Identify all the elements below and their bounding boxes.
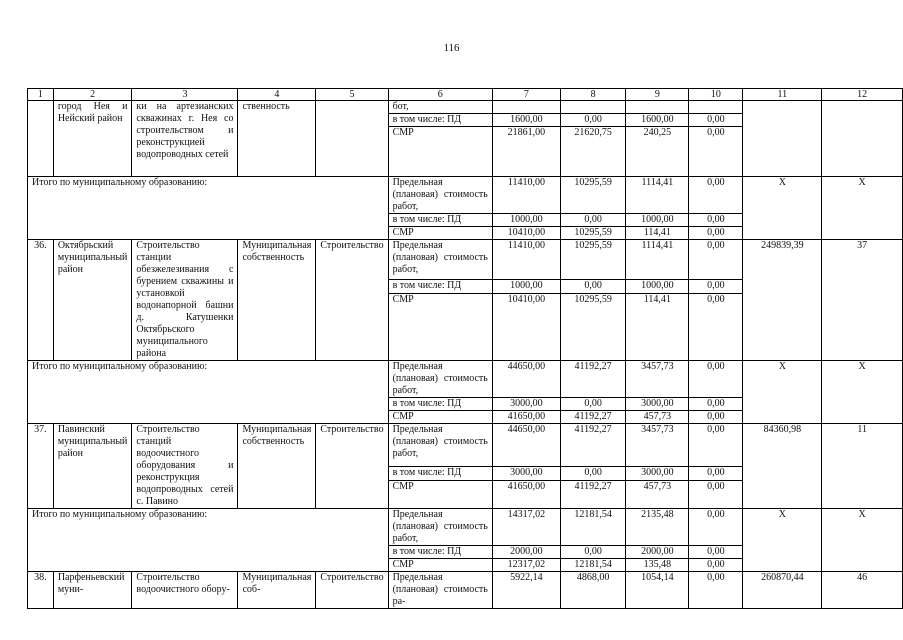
- col-header: 5: [316, 89, 388, 101]
- value-cell: 1000,00: [626, 214, 689, 227]
- value-cell: 0,00: [689, 546, 743, 559]
- value-cell: 0,00: [689, 114, 743, 127]
- value-cell: 114,41: [626, 227, 689, 240]
- value-cell: 11410,00: [492, 240, 560, 280]
- pd-label: в том числе: ПД: [388, 214, 492, 227]
- value-cell: 0,00: [689, 509, 743, 546]
- smr-label: СМР: [388, 411, 492, 424]
- object-cell: Строительство станции обезжелезивания с бурением скважины и установкой водонапорной башни д. Катушенки Октябрьского муниципального района: [132, 240, 238, 361]
- municipality-cell: город Нея и Нейский район: [53, 101, 132, 177]
- col12-cell: Х: [822, 361, 903, 424]
- value-cell: 457,73: [626, 411, 689, 424]
- value-cell: 0,00: [560, 466, 625, 481]
- value-cell: 2000,00: [492, 546, 560, 559]
- value-cell: 1000,00: [626, 279, 689, 293]
- value-cell: 14317,02: [492, 509, 560, 546]
- col12-cell: 11: [822, 424, 903, 509]
- value-cell: 2000,00: [626, 546, 689, 559]
- value-cell: 12181,54: [560, 509, 625, 546]
- value-cell: 3000,00: [626, 466, 689, 481]
- row-number-cell: 37.: [28, 424, 54, 509]
- value-cell: 114,41: [626, 294, 689, 361]
- value-cell: 0,00: [689, 481, 743, 509]
- value-cell: 5922,14: [492, 572, 560, 609]
- value-cell: 11410,00: [492, 177, 560, 214]
- pd-label: в том числе: ПД: [388, 466, 492, 481]
- total-label: Итого по муниципальному образованию:: [28, 177, 389, 240]
- table-row: [28, 240, 903, 280]
- value-cell: 1600,00: [626, 114, 689, 127]
- table-row: [28, 424, 903, 467]
- total-label: Итого по муниципальному образованию:: [28, 509, 389, 572]
- value-cell: 1000,00: [492, 214, 560, 227]
- value-cell: [492, 101, 560, 114]
- value-cell: 0,00: [560, 398, 625, 411]
- total-row: [28, 361, 903, 398]
- value-cell: 457,73: [626, 481, 689, 509]
- pd-label: в том числе: ПД: [388, 398, 492, 411]
- value-cell: 10295,59: [560, 227, 625, 240]
- value-cell: 0,00: [689, 572, 743, 609]
- value-cell: [626, 101, 689, 114]
- value-cell: 0,00: [689, 398, 743, 411]
- col-header: 11: [743, 89, 822, 101]
- table-row: [28, 572, 903, 609]
- ownership-cell: Муниципальная собственность: [238, 240, 316, 361]
- value-cell: 240,25: [626, 127, 689, 177]
- value-cell: 0,00: [560, 279, 625, 293]
- col11-cell: Х: [743, 509, 822, 572]
- value-cell: 0,00: [689, 227, 743, 240]
- col-header: 1: [28, 89, 54, 101]
- value-cell: [689, 101, 743, 114]
- total-row: [28, 177, 903, 214]
- type-cell: [316, 101, 388, 177]
- limit-cost-label: Предельная (плановая) стоимость работ,: [388, 361, 492, 398]
- col-header: 7: [492, 89, 560, 101]
- table-row: [28, 101, 903, 114]
- col12-cell: Х: [822, 509, 903, 572]
- value-cell: [560, 101, 625, 114]
- ownership-cell: ственность: [238, 101, 316, 177]
- value-cell: 21861,00: [492, 127, 560, 177]
- municipality-cell: Октябрьский муниципальный район: [53, 240, 132, 361]
- value-cell: 0,00: [689, 294, 743, 361]
- column-number-row: [28, 89, 903, 101]
- value-cell: 0,00: [689, 240, 743, 280]
- row-number-cell: 36.: [28, 240, 54, 361]
- limit-cost-label: Предельная (плановая) стоимость работ,: [388, 177, 492, 214]
- value-cell: 0,00: [689, 411, 743, 424]
- col-header: 4: [238, 89, 316, 101]
- type-cell: Строительство: [316, 572, 388, 609]
- value-cell: 4868,00: [560, 572, 625, 609]
- value-cell: 0,00: [560, 546, 625, 559]
- pd-label: в том числе: ПД: [388, 279, 492, 293]
- col12-cell: [822, 101, 903, 177]
- value-cell: 41650,00: [492, 481, 560, 509]
- smr-label: СМР: [388, 481, 492, 509]
- value-cell: 21620,75: [560, 127, 625, 177]
- value-cell: 3000,00: [626, 398, 689, 411]
- value-cell: 0,00: [689, 361, 743, 398]
- col11-cell: [743, 101, 822, 177]
- col12-cell: 46: [822, 572, 903, 609]
- value-cell: 10410,00: [492, 294, 560, 361]
- value-cell: 2135,48: [626, 509, 689, 546]
- value-cell: 3000,00: [492, 466, 560, 481]
- value-cell: 41650,00: [492, 411, 560, 424]
- limit-cost-label: Предельная (плановая) стоимость работ,: [388, 509, 492, 546]
- limit-cost-label: Предельная (плановая) стоимость работ,: [388, 424, 492, 467]
- object-cell: Строительство станций водоочистного оборудования и реконструкция водопроводных сетей с. Павино: [132, 424, 238, 509]
- ownership-cell: Муниципальная соб-: [238, 572, 316, 609]
- col11-cell: 260870,44: [743, 572, 822, 609]
- value-cell: 0,00: [689, 177, 743, 214]
- value-cell: 3457,73: [626, 361, 689, 398]
- type-cell: Строительство: [316, 424, 388, 509]
- cost-label: бот,: [388, 101, 492, 114]
- smr-label: СМР: [388, 127, 492, 177]
- value-cell: 0,00: [560, 114, 625, 127]
- smr-label: СМР: [388, 227, 492, 240]
- municipality-cell: Парфеньевский муни-: [53, 572, 132, 609]
- col-header: 6: [388, 89, 492, 101]
- value-cell: 12317,02: [492, 559, 560, 572]
- col-header: 12: [822, 89, 903, 101]
- value-cell: 0,00: [689, 559, 743, 572]
- col-header: 3: [132, 89, 238, 101]
- municipality-cell: Павинский муниципальный район: [53, 424, 132, 509]
- value-cell: 0,00: [689, 127, 743, 177]
- col11-cell: 249839,39: [743, 240, 822, 361]
- value-cell: 10295,59: [560, 177, 625, 214]
- object-cell: ки на артезианских скважинах г. Нея со строительством и реконструкцией водопроводных сетей: [132, 101, 238, 177]
- col12-cell: Х: [822, 177, 903, 240]
- value-cell: 3457,73: [626, 424, 689, 467]
- limit-cost-label: Предельная (плановая) стоимость работ,: [388, 240, 492, 280]
- col11-cell: Х: [743, 177, 822, 240]
- value-cell: 41192,27: [560, 361, 625, 398]
- value-cell: 10410,00: [492, 227, 560, 240]
- smr-label: СМР: [388, 559, 492, 572]
- col11-cell: Х: [743, 361, 822, 424]
- value-cell: 0,00: [689, 424, 743, 467]
- object-cell: Строительство водоочистного обору-: [132, 572, 238, 609]
- pd-label: в том числе: ПД: [388, 546, 492, 559]
- col-header: 9: [626, 89, 689, 101]
- value-cell: 10295,59: [560, 240, 625, 280]
- value-cell: 135,48: [626, 559, 689, 572]
- col-header: 2: [53, 89, 132, 101]
- page-number: 116: [443, 42, 460, 54]
- col-header: 8: [560, 89, 625, 101]
- smr-label: СМР: [388, 294, 492, 361]
- col-header: 10: [689, 89, 743, 101]
- value-cell: 41192,27: [560, 424, 625, 467]
- value-cell: 0,00: [560, 214, 625, 227]
- value-cell: 0,00: [689, 214, 743, 227]
- value-cell: 12181,54: [560, 559, 625, 572]
- value-cell: 1054,14: [626, 572, 689, 609]
- limit-cost-label: Предельная (плановая) стоимость ра-: [388, 572, 492, 609]
- pd-label: в том числе: ПД: [388, 114, 492, 127]
- row-number-cell: 38.: [28, 572, 54, 609]
- value-cell: 41192,27: [560, 411, 625, 424]
- value-cell: 1000,00: [492, 279, 560, 293]
- value-cell: 1114,41: [626, 240, 689, 280]
- value-cell: 0,00: [689, 466, 743, 481]
- total-label: Итого по муниципальному образованию:: [28, 361, 389, 424]
- col12-cell: 37: [822, 240, 903, 361]
- value-cell: 1114,41: [626, 177, 689, 214]
- col11-cell: 84360,98: [743, 424, 822, 509]
- value-cell: 1600,00: [492, 114, 560, 127]
- value-cell: 3000,00: [492, 398, 560, 411]
- value-cell: 44650,00: [492, 361, 560, 398]
- investment-table: [27, 88, 903, 609]
- value-cell: 44650,00: [492, 424, 560, 467]
- value-cell: 0,00: [689, 279, 743, 293]
- row-number-cell: [28, 101, 54, 177]
- total-row: [28, 509, 903, 546]
- ownership-cell: Муниципальная собственность: [238, 424, 316, 509]
- type-cell: Строительство: [316, 240, 388, 361]
- value-cell: 10295,59: [560, 294, 625, 361]
- value-cell: 41192,27: [560, 481, 625, 509]
